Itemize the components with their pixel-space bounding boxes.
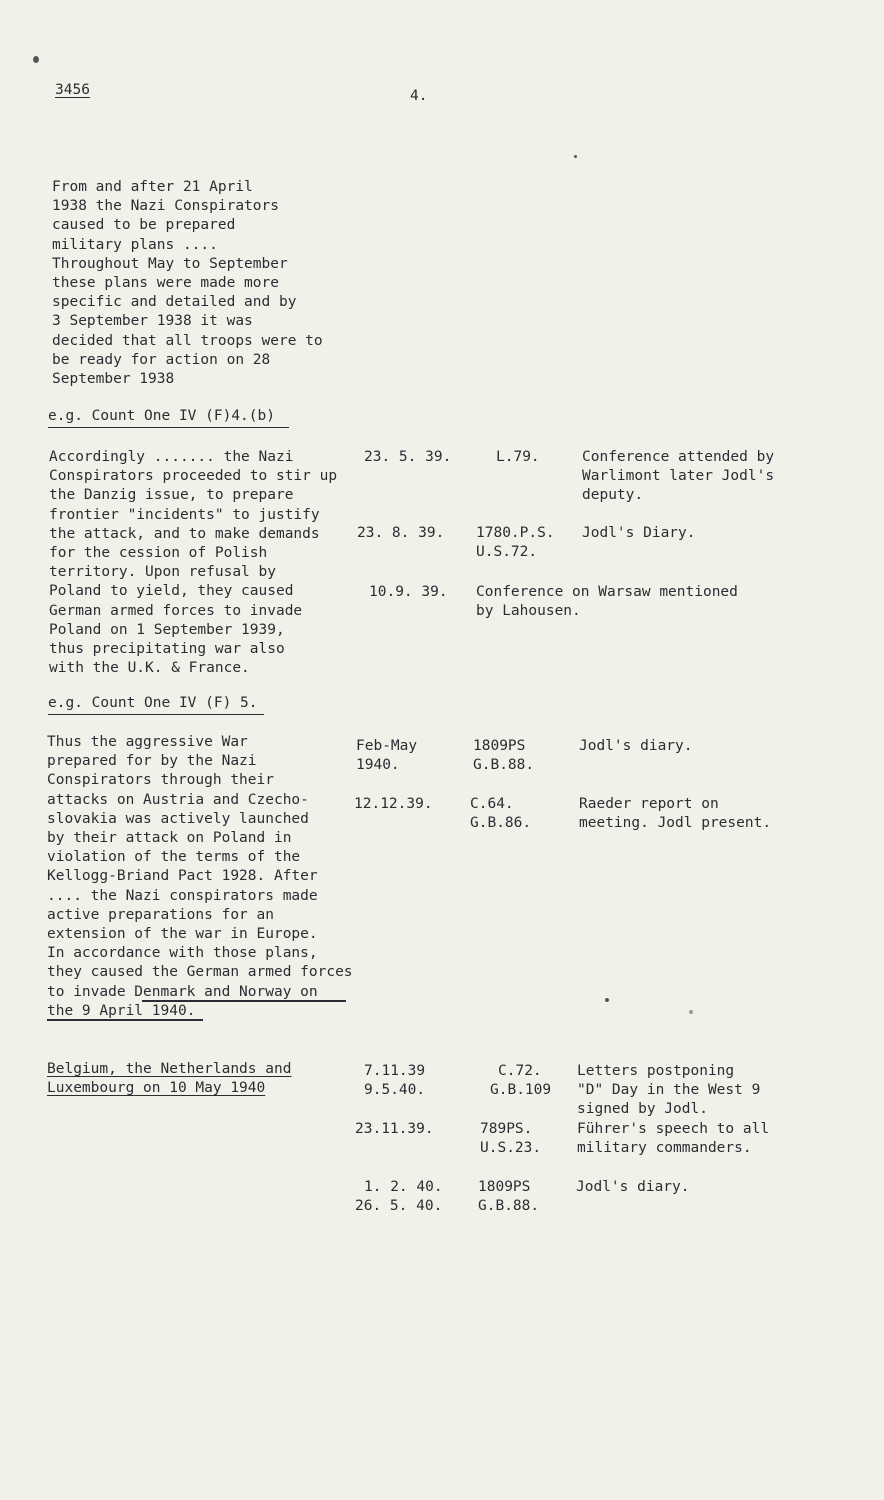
ink-speck [574,155,577,158]
ink-speck [689,1010,693,1014]
text-line: territory. Upon refusal by [49,564,276,581]
entry-note [579,795,771,833]
text-line: be ready for action on 28 [52,351,271,368]
section2-text [47,733,353,1021]
text-line: G.B.109 [490,1082,552,1099]
ink-speck [605,998,609,1002]
text-line: for the cession of Polish [49,545,268,562]
entry-note [577,1062,760,1120]
text-line: Throughout May to September [52,255,288,272]
page-number: 4. [410,88,428,104]
entry-reference [478,1178,539,1216]
text-line: September 1938 [52,371,175,388]
text-line: Conference on Warsaw mentioned [476,584,738,600]
text-line: violation of the terms of the [47,849,301,866]
entry-date: 12.12.39. [354,796,433,812]
entry-note [577,1120,769,1158]
section1-text [49,448,337,678]
entry-date: 10.9. 39. [369,584,448,600]
text-line: U.S.72. [476,544,538,561]
text-line: 26. 5. 40. [355,1198,443,1215]
text-line: Belgium, the Netherlands and [47,1061,292,1077]
text-line: 9.5.40. [364,1082,426,1099]
entry-date: 23. 5. 39. [364,449,452,465]
text-line: Poland on 1 September 1939, [49,621,285,638]
text-line: G.B.88. [478,1198,540,1215]
entry-reference [476,524,555,562]
text-line: 1940. [356,757,400,774]
text-line: caused to be prepared [52,217,236,234]
text-line: Warlimont later Jodl's [582,468,775,485]
text-line: 3 September 1938 it was [52,313,253,330]
entry-note [476,583,738,621]
entry-date [356,737,417,775]
text-line: decided that all troops were to [52,332,323,349]
section-heading: e.g. Count One IV (F)4.(b) [48,407,289,428]
text-line: meeting. Jodl present. [579,815,772,832]
text-line: these plans were made more [52,275,279,292]
entry-date: 23.11.39. [355,1121,434,1137]
text-line: Feb-May [356,738,418,754]
underline-rule [47,1019,203,1021]
text-line: .... the Nazi conspirators made [47,887,318,904]
text-line: Conspirators through their [47,772,274,789]
text-line: 1780.P.S. [476,525,555,541]
entry-note: Jodl's diary. [576,1179,690,1195]
text-line: Luxembourg on 10 May 1940 [47,1080,266,1097]
text-line: In accordance with those plans, [47,945,318,962]
text-line: C.64. [470,796,514,812]
text-line: slovakia was actively launched [47,810,309,827]
entry-reference [470,795,531,833]
text-line: "D" Day in the West 9 [577,1082,761,1099]
entry-reference [480,1120,541,1158]
text-line: by their attack on Poland in [47,830,292,847]
text-line: Raeder report on [579,796,719,812]
text-line: C.72. [498,1063,542,1079]
entry-note: Jodl's diary. [579,738,693,754]
text-line: 1809PS [478,1179,531,1195]
text-line: signed by Jodl. [577,1101,708,1118]
section-heading: e.g. Count One IV (F) 5. [48,694,264,715]
text-line: Thus the aggressive War [47,734,248,750]
entry-reference [490,1062,551,1100]
entry-reference [473,737,534,775]
intro-paragraph [52,178,323,389]
text-line: Kellogg-Briand Pact 1928. After [47,868,318,885]
text-line: specific and detailed and by [52,294,297,311]
text-line: military plans .... [52,236,218,253]
text-line: deputy. [582,487,644,504]
text-line: active preparations for an [47,906,274,923]
entry-note [582,448,774,506]
text-line: attacks on Austria and Czecho- [47,791,309,808]
text-line: 7.11.39 [364,1063,426,1079]
text-line: with the U.K. & France. [49,660,250,677]
entry-reference: L.79. [496,449,540,465]
text-line: Führer's speech to all [577,1121,770,1137]
text-line: Accordingly ....... the Nazi [49,449,294,465]
text-line: prepared for by the Nazi [47,753,257,770]
text-line: U.S.23. [480,1140,542,1157]
text-line: Conspirators proceeded to stir up [49,468,338,485]
text-line: the attack, and to make demands [49,525,320,542]
text-line: G.B.88. [473,757,535,774]
entry-date: 23. 8. 39. [357,525,445,541]
section-heading [47,1060,291,1098]
text-line: 1809PS [473,738,526,754]
text-line: 789PS. [480,1121,533,1137]
text-line: 1938 the Nazi Conspirators [52,198,279,215]
text-line: Conference attended by [582,449,775,465]
text-line: From and after 21 April [52,179,253,195]
text-line: they caused the German armed forces [47,964,353,981]
entry-date [364,1062,425,1100]
entry-date [355,1178,443,1216]
text-line: thus precipitating war also [49,641,285,658]
text-line: to invade Denmark and Norway on [47,983,318,1000]
text-line: Letters postponing [577,1063,735,1079]
text-line: extension of the war in Europe. [47,926,318,943]
text-line: military commanders. [577,1140,752,1157]
document-number: 3456 [55,82,90,98]
text-line: G.B.86. [470,815,532,832]
text-line: the Danzig issue, to prepare [49,487,294,504]
entry-note: Jodl's Diary. [582,525,696,541]
text-line: frontier "incidents" to justify [49,506,320,523]
ink-speck [33,56,39,63]
text-line: by Lahousen. [476,603,581,620]
underline-rule [142,1000,346,1002]
text-line: German armed forces to invade [49,602,303,619]
text-line: 1. 2. 40. [364,1179,443,1195]
text-line: the 9 April 1940. [47,1002,196,1019]
text-line: Poland to yield, they caused [49,583,294,600]
